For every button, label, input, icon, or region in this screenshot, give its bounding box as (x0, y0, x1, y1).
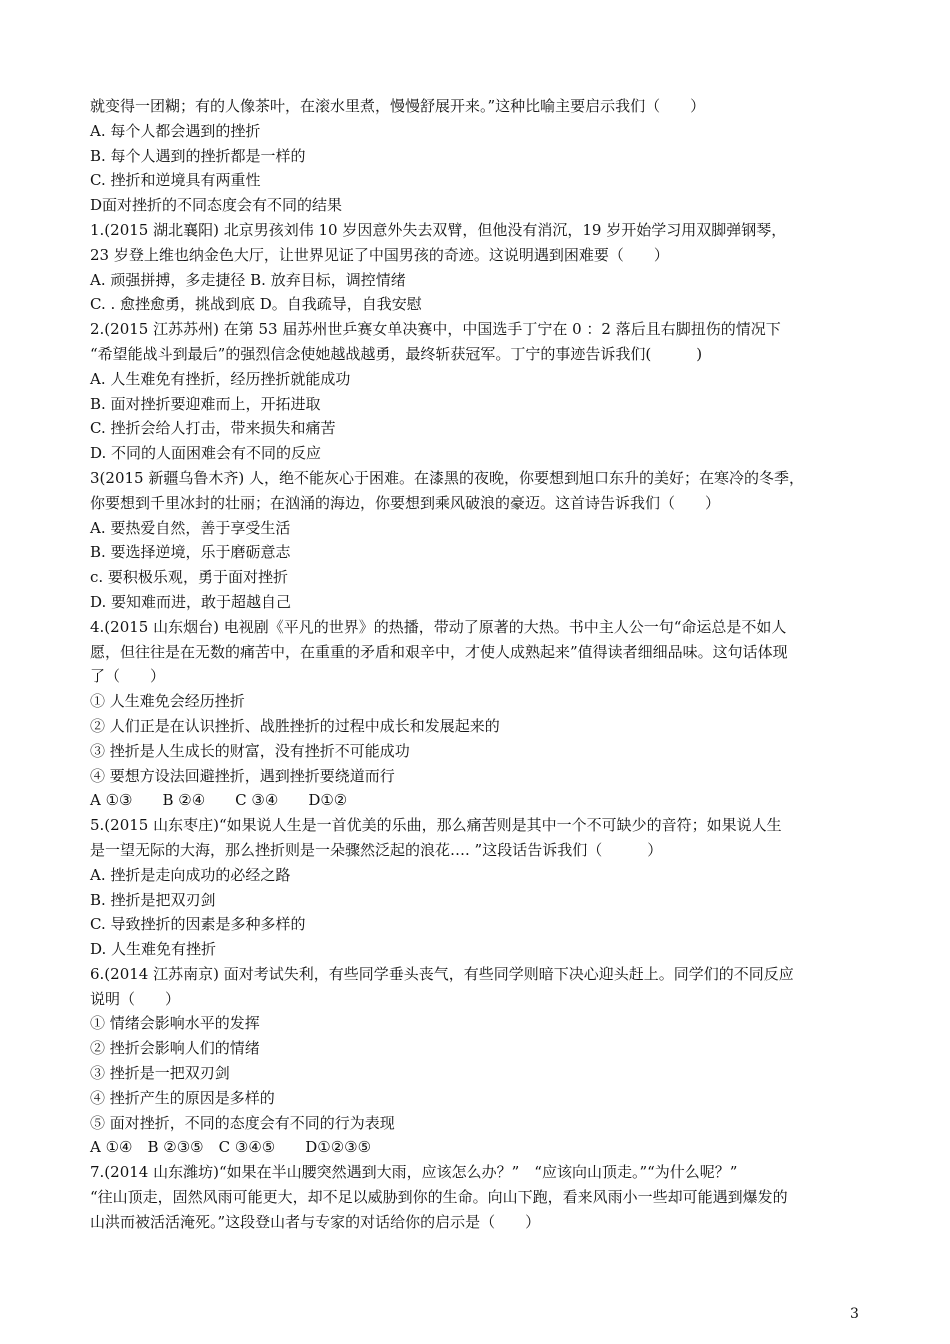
text-line: ① 情绪会影响水平的发挥 (90, 1014, 260, 1033)
text-line: ④ 挫折产生的原因是多样的 (90, 1088, 275, 1107)
text-line: ③ 挫折是一把双刃剑 (90, 1064, 230, 1083)
text-line: A ①④ B ②③⑤ C ③④⑤ D①②③⑤ (90, 1138, 372, 1157)
text-line: 了（ ） (90, 667, 166, 686)
text-line: 23 岁登上维也纳金色大厅，让世界见证了中国男孩的奇迹。这说明遇到困难要（ ） (90, 245, 669, 264)
page-number: 3 (850, 1306, 859, 1322)
text-line: ② 人们正是在认识挫折、战胜挫折的过程中成长和发展起来的 (90, 716, 500, 735)
text-line: A ①③ B ②④ C ③④ D①② (90, 791, 348, 810)
text-line: A. 要热爱自然，善于享受生活 (90, 518, 291, 537)
text-line: 山洪而被活活淹死。”这段登山者与专家的对话给你的启示是（ ） (90, 1212, 541, 1231)
text-line: A. 人生难免有挫折，经历挫折就能成功 (90, 369, 351, 388)
text-line: B. 每个人遇到的挫折都是一样的 (90, 146, 306, 165)
text-line: 3(2015 新疆乌鲁木齐) 人，绝不能灰心于困难。在漆黑的夜晚，你要想到旭口东升的美好；在寒冷的冬季， (90, 468, 804, 487)
text-line: 6.(2014 江苏南京) 面对考试失利，有些同学垂头丧气，有些同学则暗下决心迎头赶上。同学们的不同反应 (90, 964, 794, 983)
text-line: A. 挫折是走向成功的必经之路 (90, 865, 291, 884)
text-line: 2.(2015 江苏苏州) 在第 53 届苏州世乒赛女单决赛中，中国选手丁宁在 0 ：2 落后且右脚扭伤的情况下 (90, 320, 781, 339)
text-line: “往山顶走，固然风雨可能更大，却不足以威胁到你的生命。向山下跑，看来风雨小一些却可能遇到爆发的 (90, 1188, 788, 1207)
text-line: B. 挫折是把双刃剑 (90, 890, 216, 909)
text-line: A. 顽强拼搏，多走捷径 B. 放弃目标，调控情绪 (90, 270, 406, 289)
text-line: D. 不同的人面困难会有不同的反应 (90, 444, 322, 463)
text-line: 7.(2014 山东潍坊)“如果在半山腰突然遇到大雨，应该怎么办？” “应该向山顶走。”“为什么呢？” (90, 1163, 738, 1182)
text-line: ④ 要想方设法回避挫折，遇到挫折要绕道而行 (90, 766, 395, 785)
text-line: “希望能战斗到最后”的强烈信念使她越战越勇，最终斩获冠军。丁宁的事迹告诉我们( ) (90, 344, 703, 363)
text-line: D. 要知难而进，敢于超越自己 (90, 592, 292, 611)
text-line: 说明（ ） (90, 989, 181, 1008)
text-line: ① 人生难免会经历挫折 (90, 692, 245, 711)
text-line: C. 挫折会给人打击，带来损失和痛苦 (90, 419, 336, 438)
text-line: D面对挫折的不同态度会有不同的结果 (90, 196, 343, 215)
text-line: C. . 愈挫愈勇，挑战到底 D。自我疏导，自我安慰 (90, 295, 422, 314)
text-line: ② 挫折会影响人们的情绪 (90, 1039, 260, 1058)
text-line: 愿，但往往是在无数的痛苦中，在重重的矛盾和艰辛中，才使人成熟起来”值得读者细细品味。这句话体现 (90, 642, 788, 661)
question-text-block (90, 94, 870, 1235)
text-line: 1.(2015 湖北襄阳) 北京男孩刘伟 10 岁因意外失去双臂，但他没有消沉，19 岁开始学习用双脚弹钢琴， (90, 220, 787, 239)
text-line: C. 挫折和逆境具有两重性 (90, 171, 261, 190)
text-line: B. 面对挫折要迎难而上，开拓进取 (90, 394, 321, 413)
text-line: ⑤ 面对挫折，不同的态度会有不同的行为表现 (90, 1113, 395, 1132)
text-line: 5.(2015 山东枣庄)“如果说人生是一首优美的乐曲，那么痛苦则是其中一个不可缺少的音符；如果说人生 (90, 816, 782, 835)
text-line: 就变得一团糊；有的人像茶叶，在滚水里煮，慢慢舒展开来。”这种比喻主要启示我们（ ） (90, 97, 706, 115)
text-line: 是一望无际的大海，那么挫折则是一朵骤然泛起的浪花…. ”这段话告诉我们（ ） (90, 840, 663, 859)
text-line: C. 导致挫折的因素是多种多样的 (90, 915, 306, 934)
text-line: ③ 挫折是人生成长的财富，没有挫折不可能成功 (90, 741, 410, 760)
text-line: A. 每个人都会遇到的挫折 (90, 121, 261, 140)
text-line: D. 人生难免有挫折 (90, 940, 217, 959)
text-line: B. 要选择逆境，乐于磨砺意志 (90, 543, 291, 562)
text-line: 4.(2015 山东烟台) 电视剧《平凡的世界》的热播，带动了原著的大热。书中主人公一句“命运总是不如人 (90, 617, 787, 636)
text-line: c. 要积极乐观，勇于面对挫折 (90, 568, 288, 587)
text-line: 你要想到千里冰封的壮丽；在汹涌的海边，你要想到乘风破浪的豪迈。这首诗告诉我们（ ） (90, 493, 721, 512)
